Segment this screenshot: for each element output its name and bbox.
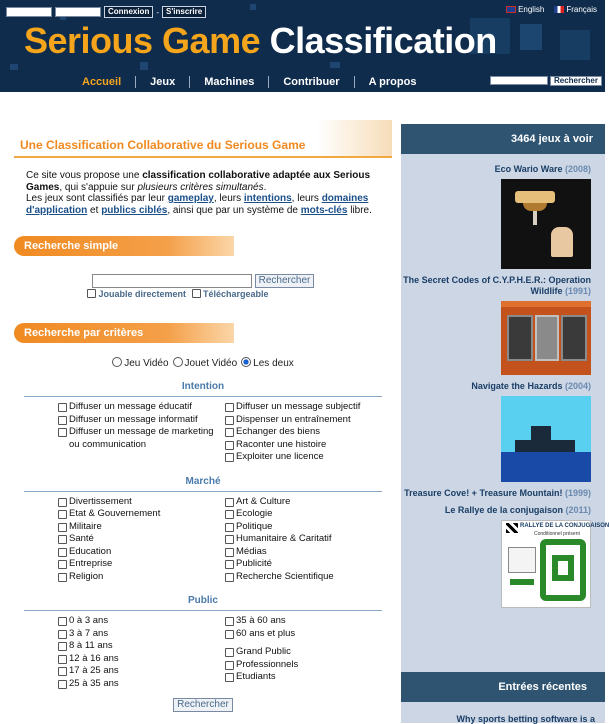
game-title-text: Treasure Cove! + Treasure Mountain! <box>404 488 563 498</box>
criteria-option-label: Dispenser un entraînement <box>236 413 351 425</box>
checkbox[interactable] <box>58 498 67 507</box>
game-title-text: Le Rallye de la conjugaison <box>444 505 563 515</box>
recent-entry-link[interactable]: Why sports betting software is a <box>456 714 595 724</box>
criteria-option[interactable] <box>58 615 225 628</box>
criteria-option[interactable] <box>225 496 392 509</box>
intro-text-3: . <box>263 181 267 193</box>
criteria-search-heading <box>14 323 234 343</box>
criteria-option[interactable] <box>225 546 392 559</box>
simple-search-button[interactable]: Rechercher <box>255 274 315 288</box>
main-content <box>14 120 392 723</box>
criteria-option[interactable] <box>58 571 225 584</box>
checkbox[interactable] <box>225 453 234 462</box>
option-jouable[interactable] <box>87 289 186 299</box>
game-thumbnail[interactable] <box>501 520 609 608</box>
game-title-text: Eco Wario Ware <box>494 164 563 174</box>
option-column <box>58 401 225 464</box>
criteria-option-label: Professionnels <box>236 658 299 670</box>
option-telechargeable[interactable] <box>192 289 269 299</box>
criteria-search-row <box>14 698 392 712</box>
section-title: Public <box>24 595 382 611</box>
france-flag-icon <box>554 6 564 13</box>
game-year: (2008) <box>564 164 591 174</box>
criteria-option-label: Etat & Gouvernement <box>69 508 161 519</box>
criteria-option-label: 17 à 25 ans <box>69 665 119 676</box>
criteria-option[interactable] <box>225 659 392 672</box>
separator: - <box>156 7 160 17</box>
sidebar-count-heading: 3464 jeux à voir <box>401 124 605 154</box>
checkbox[interactable] <box>225 498 234 507</box>
criteria-option[interactable] <box>58 558 225 571</box>
nav-contribuer[interactable]: Contribuer <box>269 76 354 88</box>
checkbox[interactable] <box>225 416 234 425</box>
option-column <box>225 401 392 464</box>
uk-flag-icon <box>506 6 516 13</box>
criteria-option[interactable] <box>225 558 392 571</box>
criteria-option[interactable] <box>225 521 392 534</box>
criteria-option[interactable] <box>225 646 392 659</box>
criteria-option[interactable] <box>58 414 225 427</box>
lang-french-label: Français <box>566 5 597 14</box>
lang-english-label: English <box>518 5 545 14</box>
nav-accueil[interactable]: Accueil <box>68 76 136 88</box>
section-options <box>14 496 392 584</box>
radio-jeu-video-label: Jeu Vidéo <box>124 358 169 369</box>
game-title-text: Navigate the Hazards <box>471 381 563 391</box>
link-intentions[interactable]: intentions <box>243 193 292 204</box>
lang-french[interactable] <box>554 5 597 14</box>
option-column <box>58 615 225 690</box>
radio-button[interactable] <box>173 357 183 367</box>
checkbox[interactable] <box>225 617 234 626</box>
link-domaines[interactable]: domaines d'application <box>26 193 369 216</box>
criteria-option[interactable] <box>58 496 225 509</box>
criteria-option-label: Exploiter une licence <box>236 451 324 462</box>
intro-text-4: Les jeux sont classifiés par leur <box>26 193 168 204</box>
radio-jouet-video[interactable] <box>173 357 238 369</box>
intro-text-5: , leurs <box>213 193 244 204</box>
checkbox[interactable] <box>192 289 201 298</box>
criteria-option-label: 12 à 16 ans <box>69 652 119 664</box>
header-search <box>490 76 602 86</box>
intro-italic: plusieurs critères simultanés <box>137 181 264 193</box>
nav-machines[interactable]: Machines <box>190 76 269 88</box>
criteria-option-label: Grand Public <box>236 646 291 657</box>
checkbox[interactable] <box>225 510 234 519</box>
radio-les-deux[interactable] <box>241 357 294 369</box>
lang-english[interactable] <box>506 5 544 14</box>
game-thumbnail[interactable] <box>501 179 591 269</box>
game-year: (1991) <box>564 286 591 296</box>
simple-search-input[interactable] <box>92 274 252 288</box>
criteria-option[interactable] <box>225 671 392 684</box>
game-thumbnail[interactable] <box>501 301 591 375</box>
checkbox[interactable] <box>58 642 67 651</box>
intro-text <box>14 158 392 216</box>
simple-search-options <box>0 289 392 299</box>
intro-bold-1: classification collaborative adaptée aux Serious Games <box>26 170 371 193</box>
game-year: (2011) <box>565 505 591 515</box>
password-input[interactable] <box>55 7 101 17</box>
game-title-text: The Secret Codes of C.Y.P.H.E.R.: Operation Wildlife <box>403 275 591 296</box>
checkbox[interactable] <box>225 573 234 582</box>
checkbox[interactable] <box>58 655 67 664</box>
criteria-option[interactable] <box>225 615 392 628</box>
checkbox[interactable] <box>225 548 234 557</box>
option-column <box>58 496 225 584</box>
criteria-option-label: Diffuser un message subjectif <box>236 401 361 412</box>
sidebar <box>401 124 609 724</box>
criteria-sections <box>14 381 392 690</box>
intro-text-6: , leurs <box>291 193 322 204</box>
criteria-option[interactable] <box>58 508 225 521</box>
simple-search-title: Recherche simple <box>24 240 119 252</box>
link-publics[interactable]: publics ciblés <box>101 204 168 216</box>
checkbox[interactable] <box>225 560 234 569</box>
criteria-option-label: Santé <box>69 533 94 544</box>
checkbox[interactable] <box>225 523 234 532</box>
intro-text-2: , qui s'appuie sur <box>59 181 138 193</box>
radio-button-selected[interactable] <box>241 357 251 367</box>
game-title[interactable] <box>401 275 591 297</box>
checkbox[interactable] <box>58 667 67 676</box>
game-title[interactable] <box>401 488 591 499</box>
criteria-option-label: 25 à 35 ans <box>69 677 119 689</box>
criteria-option-label: Recherche Scientifique <box>236 570 334 582</box>
checkbox[interactable] <box>58 416 67 425</box>
checkbox[interactable] <box>225 648 234 657</box>
game-year: (2004) <box>564 381 591 391</box>
game-item[interactable] <box>401 275 605 375</box>
criteria-search-title: Recherche par critères <box>24 327 144 339</box>
checkbox[interactable] <box>225 661 234 670</box>
section-title: Intention <box>24 381 382 397</box>
criteria-option-label: Entreprise <box>69 558 113 569</box>
criteria-search-button[interactable]: Rechercher <box>173 698 233 712</box>
page-title-bar <box>14 120 392 158</box>
criteria-option[interactable] <box>58 401 225 414</box>
site-title[interactable] <box>24 20 497 62</box>
recent-entries-heading: Entrées récentes <box>401 672 605 702</box>
checkbox[interactable] <box>58 428 67 437</box>
criteria-option-label: Echanger des biens <box>236 426 320 437</box>
criteria-option-label: Art & Culture <box>236 495 291 507</box>
criteria-option-label: 3 à 7 ans <box>69 627 109 639</box>
game-year: (1999) <box>564 488 591 498</box>
game-title[interactable] <box>401 505 591 516</box>
intro-text-7: et <box>87 204 102 216</box>
checkbox[interactable] <box>225 441 234 450</box>
criteria-option[interactable] <box>58 521 225 534</box>
checkbox[interactable] <box>58 523 67 532</box>
intro-text-9: libre. <box>347 204 372 216</box>
criteria-option[interactable] <box>58 653 225 666</box>
criteria-option-label: Divertissement <box>69 495 132 507</box>
checkbox[interactable] <box>58 535 67 544</box>
site-header <box>0 0 605 92</box>
criteria-option-label: Raconter une histoire <box>236 438 327 450</box>
game-item[interactable] <box>401 381 605 482</box>
criteria-option[interactable] <box>58 640 225 653</box>
criteria-option-label: Ecologie <box>236 508 273 519</box>
criteria-option[interactable] <box>58 546 225 559</box>
criteria-option-label: Publicité <box>236 558 272 569</box>
section-options <box>14 615 392 690</box>
criteria-option[interactable] <box>58 628 225 641</box>
criteria-option[interactable] <box>225 628 392 641</box>
game-item[interactable] <box>401 505 609 608</box>
thumb-rallye-title: RALLYE DE LA CONJUGAISON <box>520 523 609 529</box>
checkbox[interactable] <box>58 630 67 639</box>
option-column <box>225 615 392 690</box>
checkbox[interactable] <box>225 403 234 412</box>
language-switcher <box>506 5 597 14</box>
criteria-option-label: Militaire <box>69 520 102 532</box>
section-title: Marché <box>24 476 382 492</box>
criteria-option-label: 8 à 11 ans <box>69 640 113 651</box>
game-item[interactable] <box>401 164 605 269</box>
criteria-option[interactable] <box>58 533 225 546</box>
criteria-option[interactable] <box>58 665 225 678</box>
signup-button[interactable]: S'inscrire <box>162 6 206 18</box>
criteria-option[interactable] <box>225 439 392 452</box>
site-title-part1: Serious Game <box>24 20 261 61</box>
criteria-option-label: 0 à 3 ans <box>69 615 109 626</box>
checkbox[interactable] <box>58 548 67 557</box>
criteria-option-label: Diffuser un message de marketing ou communication <box>69 426 214 450</box>
criteria-option-label: 60 ans et plus <box>236 627 296 639</box>
criteria-option[interactable] <box>225 533 392 546</box>
criteria-option-label: Religion <box>69 570 104 582</box>
criteria-option[interactable] <box>225 401 392 414</box>
checkbox[interactable] <box>58 403 67 412</box>
criteria-option[interactable] <box>225 426 392 439</box>
checkbox[interactable] <box>225 428 234 437</box>
simple-search-row <box>14 274 392 288</box>
nav-jeux[interactable]: Jeux <box>136 76 190 88</box>
radio-les-deux-label: Les deux <box>253 358 294 369</box>
checkbox[interactable] <box>225 673 234 682</box>
option-telechargeable-label: Téléchargeable <box>203 289 269 299</box>
criteria-option-label: Médias <box>236 545 267 557</box>
header-search-input[interactable] <box>490 76 548 85</box>
radio-jeu-video[interactable] <box>112 357 168 369</box>
radio-button[interactable] <box>112 357 122 367</box>
option-jouable-label: Jouable directement <box>98 289 186 299</box>
login-button[interactable]: Connexion <box>104 6 153 18</box>
criteria-option[interactable] <box>58 678 225 691</box>
criteria-option-label: Diffuser un message éducatif <box>69 401 192 412</box>
checkbox[interactable] <box>87 289 96 298</box>
game-thumbnail[interactable] <box>501 396 591 482</box>
checkbox[interactable] <box>225 630 234 639</box>
criteria-option[interactable] <box>225 414 392 427</box>
section-options <box>14 401 392 464</box>
criteria-option-label: Diffuser un message informatif <box>69 413 198 425</box>
checkbox[interactable] <box>58 617 67 626</box>
nav-a-propos[interactable]: A propos <box>368 76 417 88</box>
radio-jouet-video-label: Jouet Vidéo <box>184 358 238 369</box>
login-bar <box>6 5 206 19</box>
simple-search-heading <box>14 236 234 256</box>
game-item[interactable] <box>401 488 605 499</box>
page-title: Une Classification Collaborative du Serious Game <box>20 138 306 152</box>
checkbox[interactable] <box>58 573 67 582</box>
checkbox[interactable] <box>58 510 67 519</box>
criteria-option[interactable] <box>225 508 392 521</box>
site-title-part2: Classification <box>269 20 497 61</box>
thumb-rallye-subtitle: Conditionnel présent <box>534 531 580 537</box>
checkbox[interactable] <box>225 535 234 544</box>
criteria-option-label: Humanitaire & Caritatif <box>236 533 332 544</box>
criteria-option[interactable] <box>225 571 392 584</box>
game-title[interactable] <box>401 164 591 175</box>
criteria-option-label: 35 à 60 ans <box>236 615 286 626</box>
link-gameplay[interactable]: gameplay <box>167 193 214 204</box>
game-title[interactable] <box>401 381 591 392</box>
option-column <box>225 496 392 584</box>
intro-text-8: , ainsi que par un système de <box>167 204 301 216</box>
criteria-option-label: Politique <box>236 520 273 532</box>
username-input[interactable] <box>6 7 52 17</box>
link-mots-cles[interactable]: mots-clés <box>300 204 348 216</box>
intro-text-1: Ce site vous propose une <box>26 170 143 181</box>
type-radio-group <box>14 357 392 369</box>
checkbox[interactable] <box>58 560 67 569</box>
checkbox[interactable] <box>58 680 67 689</box>
header-search-button[interactable]: Rechercher <box>550 76 602 86</box>
criteria-option-label: Education <box>69 545 112 557</box>
criteria-option-label: Etudiants <box>236 671 276 682</box>
criteria-option[interactable] <box>58 426 225 451</box>
criteria-option[interactable] <box>225 451 392 464</box>
